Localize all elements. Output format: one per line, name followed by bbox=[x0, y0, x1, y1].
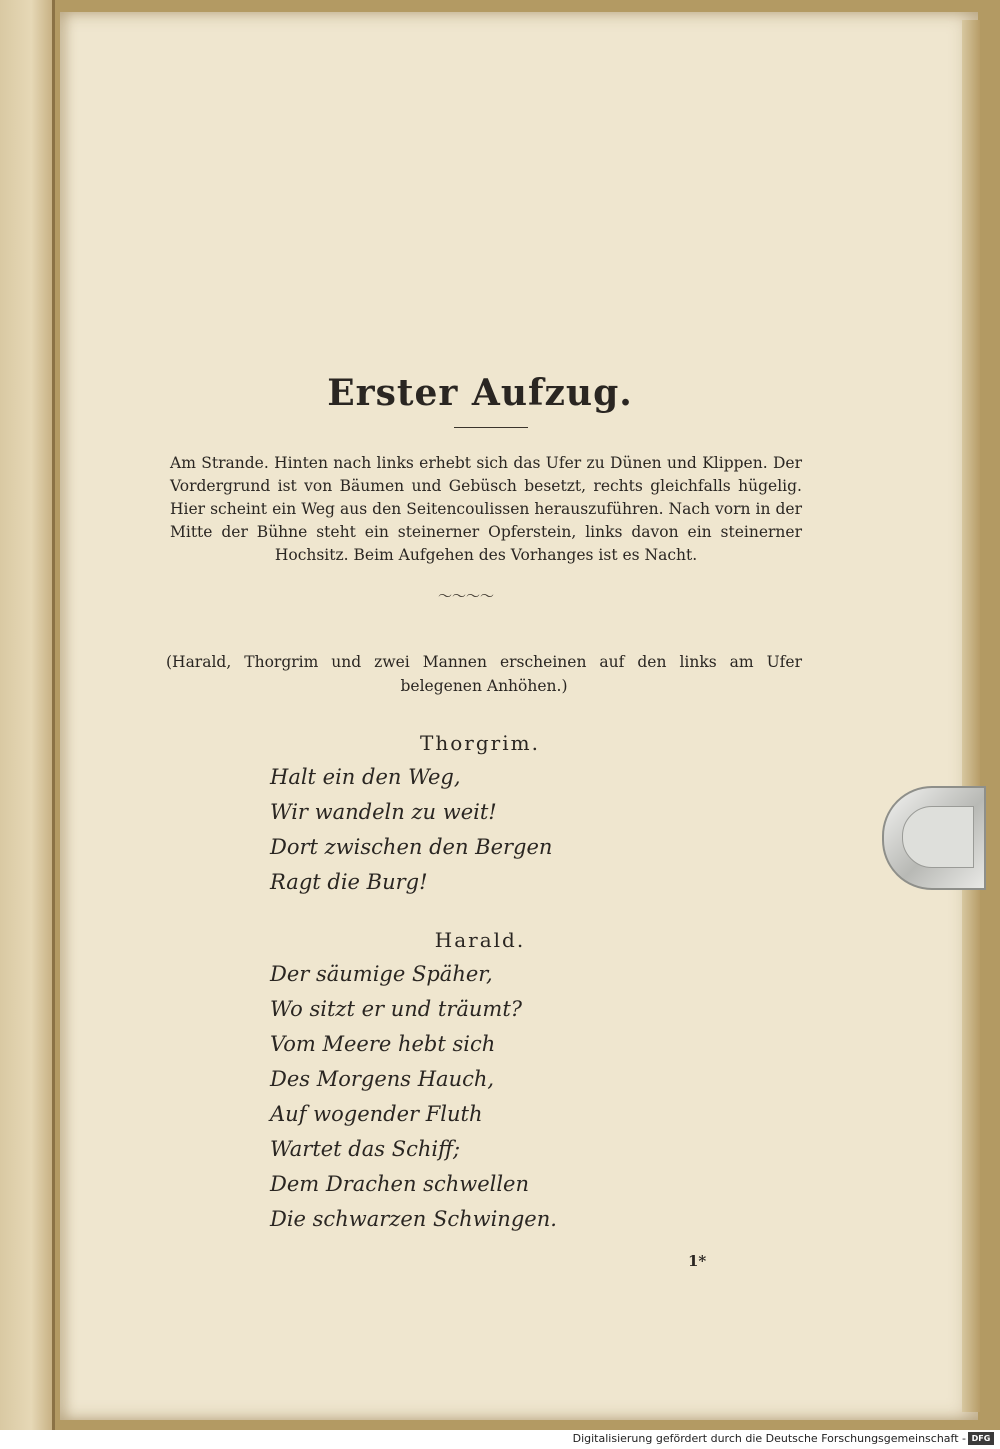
verse-line: Der säumige Späher, bbox=[270, 962, 493, 986]
signature-mark: 1* bbox=[688, 1252, 707, 1270]
speaker-thorgrim: Thorgrim. bbox=[420, 731, 540, 755]
entrance-direction: (Harald, Thorgrim und zwei Mannen erscheinen auf den links am Ufer belegenen Anhöhen.) bbox=[166, 653, 802, 695]
footer-credit: Digitalisierung gefördert durch die Deutsche Forschungsgemeinschaft - bbox=[572, 1432, 966, 1445]
verse-line: Dort zwischen den Bergen bbox=[270, 835, 553, 859]
page-right-edge bbox=[962, 20, 980, 1412]
wave-ornament: 〜〜〜〜 bbox=[438, 589, 494, 605]
page-clip-inner bbox=[902, 806, 974, 868]
dfg-logo: DFG bbox=[968, 1432, 994, 1445]
verse-thorgrim bbox=[270, 760, 552, 900]
verse-line: Dem Drachen schwellen bbox=[270, 1172, 530, 1196]
verse-line: Wir wandeln zu weit! bbox=[270, 800, 497, 824]
verse-line: Ragt die Burg! bbox=[270, 870, 428, 894]
verse-line: Des Morgens Hauch, bbox=[270, 1067, 495, 1091]
verse-line: Die schwarzen Schwingen. bbox=[270, 1207, 557, 1231]
verse-harald bbox=[270, 957, 557, 1237]
act-title: Erster Aufzug. bbox=[327, 372, 633, 414]
verse-line: Vom Meere hebt sich bbox=[270, 1032, 496, 1056]
verse-line: Wartet das Schiff; bbox=[270, 1137, 461, 1161]
speaker-harald: Harald. bbox=[434, 928, 526, 952]
verse-line: Halt ein den Weg, bbox=[270, 765, 461, 789]
verse-line: Wo sitzt er und träumt? bbox=[270, 997, 523, 1021]
title-rule bbox=[454, 427, 528, 428]
previous-page-edge bbox=[0, 0, 55, 1430]
verse-line: Auf wogender Fluth bbox=[270, 1102, 483, 1126]
stage-direction: Am Strande. Hinten nach links erhebt sich das Ufer zu Dünen und Klippen. Der Vordergrund ist von Bäumen und Gebüsch besetzt, rechts gleichfalls hügelig. Hier scheint ein Weg aus den Seitencoulissen herauszuführen. Nach vorn in der Mitte der Bühne steht ein steinerner Opferstein, links davon ein steinerner Hochsitz. Beim Aufgehen des Vorhanges ist es Nacht. bbox=[170, 454, 802, 564]
